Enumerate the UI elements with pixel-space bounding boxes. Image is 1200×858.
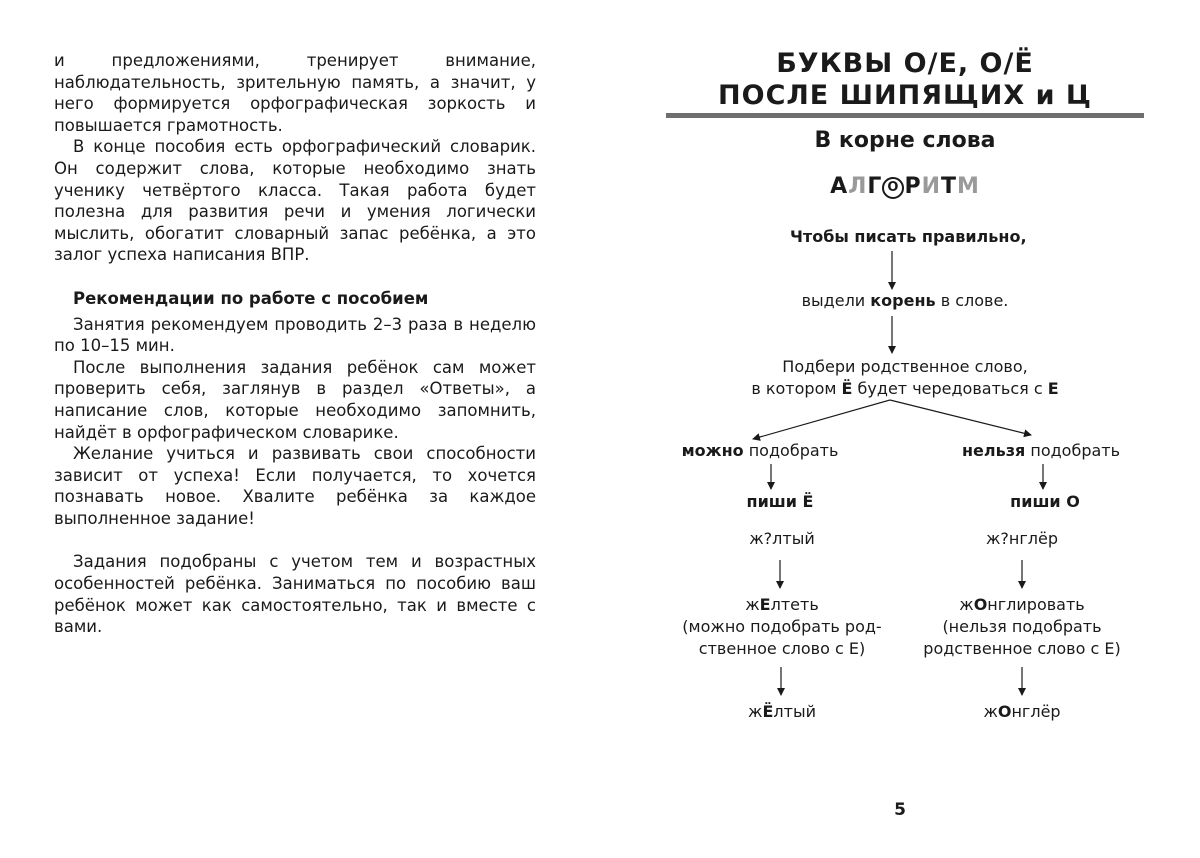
flow-branch-can-rest: подобрать bbox=[748, 441, 839, 460]
algo-letter-i: И bbox=[921, 174, 941, 199]
word-prefix: ж bbox=[983, 702, 998, 721]
algo-letter-t: Т bbox=[940, 174, 957, 199]
page-number: 5 bbox=[894, 800, 906, 820]
algo-letter-l: Л bbox=[848, 174, 868, 199]
paragraph-dictionary: В конце пособия есть орфографический словарик. Он содержит слова, которые необходимо знать ученику четвёртого класса. Такая работа будет полезна для развития речи и умения логически мыслить, обогатит словарный запас ребёнка, а это залог успеха написания ВПР. bbox=[54, 137, 536, 265]
flow-step2 bbox=[740, 356, 1070, 400]
section-title-line1: БУКВЫ О/Е, О/Ё bbox=[776, 48, 1034, 79]
flow-example-right-3 bbox=[962, 702, 1082, 721]
flow-example-left-3 bbox=[722, 702, 842, 721]
word-highlight: О bbox=[997, 702, 1012, 721]
section-title-line2: ПОСЛЕ ШИПЯЩИХ и Ц bbox=[718, 80, 1092, 111]
word-prefix: ж bbox=[959, 595, 974, 614]
flow-step2-letter-yo: Ё bbox=[841, 379, 853, 398]
flow-example-right-1: ж?нглёр bbox=[986, 529, 1058, 548]
flow-branch-can-bold: можно bbox=[681, 441, 744, 460]
recommendation-praise: Желание учиться и развивать свои способности зависит от успеха! Если получается, то хочется познавать новое. Хвалите ребёнка за каждое выполненное задание! bbox=[54, 444, 536, 528]
word-suffix: лтый bbox=[773, 702, 816, 721]
flow-step1 bbox=[780, 291, 1030, 310]
word-prefix: ж bbox=[748, 702, 763, 721]
word-prefix: ж bbox=[745, 595, 760, 614]
flow-branch-cannot-bold: нельзя bbox=[961, 441, 1026, 460]
flow-step2-mid: будет чередоваться с bbox=[857, 379, 1043, 398]
flow-example-right-2 bbox=[912, 594, 1132, 660]
flow-step2-letter-e: Е bbox=[1047, 379, 1059, 398]
algo-letter-m: М bbox=[957, 174, 980, 199]
flow-example-right-2-word bbox=[912, 594, 1132, 616]
recommendation-frequency: Занятия рекомендуем проводить 2–3 раза в неделю по 10–15 мин. bbox=[54, 314, 536, 356]
flow-step2-line2 bbox=[740, 378, 1070, 400]
flow-step2-line1: Подбери родственное слово, bbox=[782, 357, 1028, 376]
flow-step1-post: в слове. bbox=[940, 291, 1009, 310]
flow-start: Чтобы писать правильно, bbox=[790, 227, 1027, 246]
word-highlight: О bbox=[973, 595, 988, 614]
section-subtitle: В корне слова bbox=[814, 128, 996, 153]
flow-rule-o: пиши О bbox=[1010, 492, 1080, 511]
arrow-step2-to-left bbox=[753, 400, 890, 439]
arrow-step2-to-right bbox=[890, 400, 1031, 435]
flow-step2-pre: в котором bbox=[751, 379, 837, 398]
recommendations-heading: Рекомендации по работе с пособием bbox=[73, 288, 429, 308]
flow-example-left-2-note2: ственное слово с Е) bbox=[698, 639, 866, 658]
recommendation-self-check: После выполнения задания ребёнок сам может проверить себя, заглянув в раздел «Ответы», а написание слов, которые необходимо запомнить, найдёт в орфографическом словарике. bbox=[54, 357, 536, 442]
word-highlight: Ё bbox=[762, 702, 774, 721]
flow-branch-can bbox=[674, 441, 846, 460]
flow-branch-cannot bbox=[955, 441, 1127, 460]
flow-example-left-2-word bbox=[672, 594, 892, 616]
flow-branch-cannot-rest: подобрать bbox=[1030, 441, 1121, 460]
algo-letter-r: Р bbox=[904, 174, 922, 199]
word-highlight: Е bbox=[759, 595, 771, 614]
flow-example-left-2 bbox=[672, 594, 892, 660]
algo-letter-a: А bbox=[830, 174, 849, 199]
flow-step1-bold: корень bbox=[870, 291, 936, 310]
flow-rule-yo: пиши Ё bbox=[746, 492, 814, 511]
word-suffix: нглировать bbox=[987, 595, 1085, 614]
flow-example-left-1: ж?лтый bbox=[749, 529, 815, 548]
word-suffix: лтеть bbox=[770, 595, 819, 614]
flow-step1-pre: выдели bbox=[801, 291, 866, 310]
flow-example-right-2-note1: (нельзя подобрать bbox=[942, 617, 1102, 636]
flow-example-left-2-note1: (можно подобрать род- bbox=[682, 617, 882, 636]
word-suffix: нглёр bbox=[1011, 702, 1061, 721]
algo-letter-o-circled: О bbox=[882, 177, 904, 199]
flow-example-right-2-note2: родственное слово с Е) bbox=[923, 639, 1121, 658]
algo-letter-g: Г bbox=[867, 174, 883, 199]
paragraph-closing: Задания подобраны с учетом тем и возрастных особенностей ребёнка. Заниматься по пособию ваш ребёнок может как самостоятельно, так и вместе с вами. bbox=[54, 552, 536, 637]
paragraph-intro: и предложениями, тренирует внимание, наблюдательность, зрительную память, а значит, у него формируется орфографическая зоркость и повышается грамотность. bbox=[54, 51, 536, 135]
